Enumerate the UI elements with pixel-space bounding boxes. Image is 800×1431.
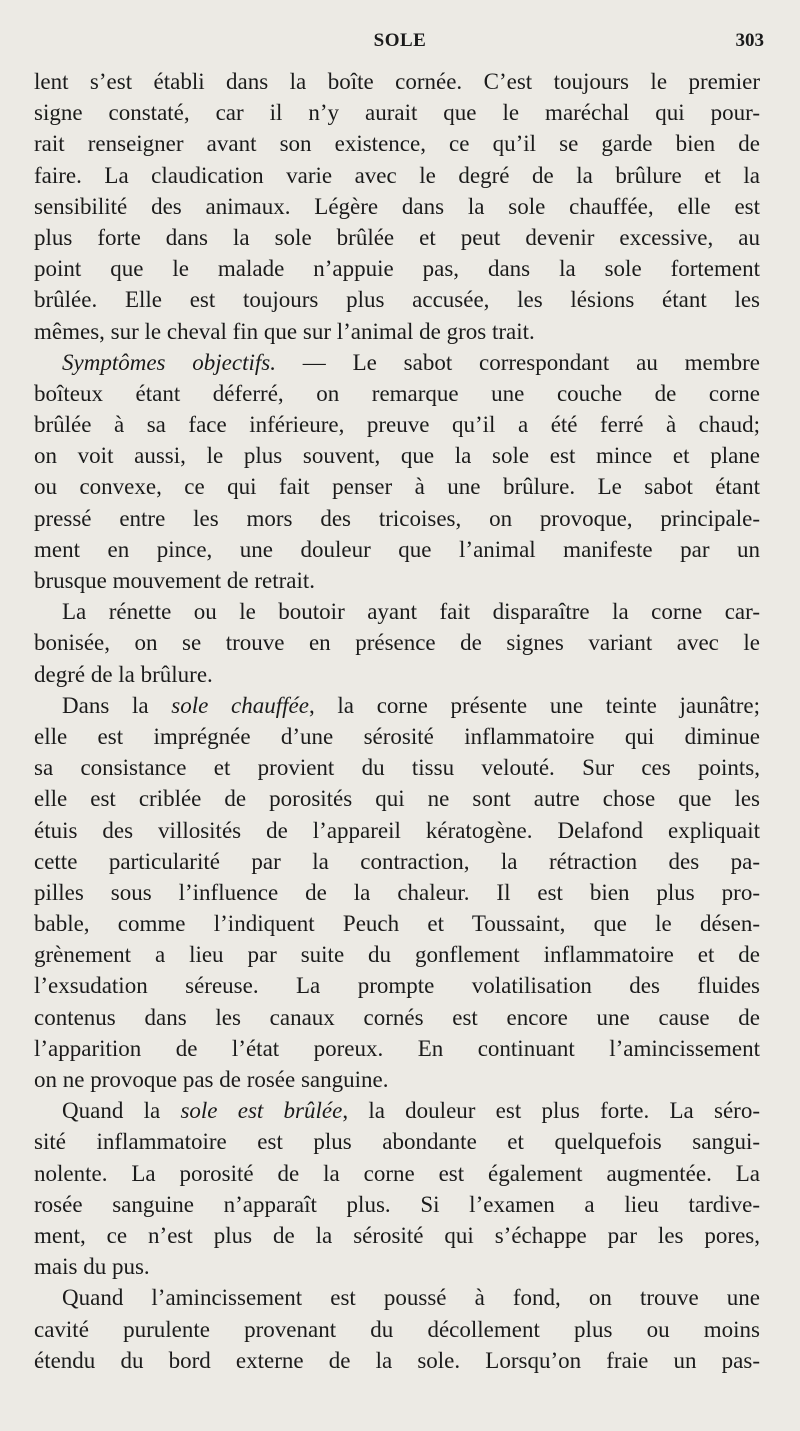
- text-line: [34, 471, 760, 502]
- line-text: mais du pus.: [34, 1254, 150, 1280]
- text-line: [34, 846, 760, 877]
- line-text: l’apparition de l’état poreux. En continuant l’amincissement: [34, 1035, 760, 1061]
- text-line: [34, 815, 760, 846]
- text-line: [34, 191, 760, 222]
- text-line: [34, 690, 760, 721]
- text-line: [34, 970, 760, 1001]
- text-line: [34, 160, 760, 191]
- line-text: , la corne présente une teinte jaunâtre;: [308, 692, 760, 718]
- text-line: [34, 347, 760, 378]
- line-text: étendu du bord externe de la sole. Lorsqu’on fraie un pas-: [34, 1347, 760, 1373]
- line-text: étuis des villosités de l’appareil kératogène. Delafond expliquait: [34, 817, 760, 843]
- line-text: Quand la: [62, 1098, 181, 1124]
- text-line: [34, 721, 760, 752]
- text-line: [34, 1345, 760, 1376]
- text-line: [34, 752, 760, 783]
- line-text: mêmes, sur le cheval fin que sur l’animal de gros trait.: [34, 318, 535, 344]
- text-line: [34, 783, 760, 814]
- text-line: [34, 1033, 760, 1064]
- line-text: contenus dans les canaux cornés est encore une cause de: [34, 1004, 760, 1030]
- text-line: [34, 877, 760, 908]
- text-line: [34, 440, 760, 471]
- text-line: [34, 565, 760, 596]
- page-number: 303: [735, 30, 764, 51]
- line-text: rait renseigner avant son existence, ce qu’il se garde bien de: [34, 131, 760, 157]
- line-text: Quand l’amincissement est poussé à fond, on trouve une: [62, 1285, 760, 1311]
- line-text: on voit aussi, le plus souvent, que la sole est mince et plane: [34, 443, 760, 469]
- text-line: [34, 1220, 760, 1251]
- line-text: faire. La claudication varie avec le degré de la brûlure et la: [34, 162, 760, 188]
- text-line: [34, 659, 760, 690]
- line-text: sensibilité des animaux. Légère dans la sole chauffée, elle est: [34, 193, 760, 219]
- line-italic: sole est brûlée: [180, 1098, 343, 1124]
- text-line: [34, 1126, 760, 1157]
- line-text: cavité purulente provenant du décollement plus ou moins: [34, 1316, 760, 1342]
- text-line: [34, 596, 760, 627]
- line-text: degré de la brûlure.: [34, 661, 213, 687]
- text-line: [34, 503, 760, 534]
- line-italic: Symptômes objectifs.: [62, 349, 276, 375]
- text-line: [34, 1189, 760, 1220]
- line-text: , la douleur est plus forte. La séro-: [342, 1098, 760, 1124]
- text-line: [34, 284, 760, 315]
- line-text: sité inflammatoire est plus abondante et quelquefois sangui-: [34, 1129, 760, 1155]
- text-line: [34, 316, 760, 347]
- line-text: on ne provoque pas de rosée sanguine.: [34, 1067, 389, 1092]
- text-line: [34, 939, 760, 970]
- text-line: [34, 97, 760, 128]
- text-line: [34, 409, 760, 440]
- page-header: [36, 30, 764, 62]
- line-text: — Le sabot correspondant au membre: [275, 349, 760, 375]
- text-line: [34, 66, 760, 97]
- line-text: brusque mouvement de retrait.: [34, 568, 316, 593]
- text-line: [34, 908, 760, 939]
- line-text: boîteux étant déferré, on remarque une couche de corne: [34, 380, 760, 406]
- line-italic: sole chauffée: [171, 692, 309, 718]
- line-text: bonisée, on se trouve en présence de signes variant avec le: [34, 630, 760, 656]
- text-line: [34, 1251, 760, 1282]
- text-line: [34, 1095, 760, 1126]
- text-line: [34, 222, 760, 253]
- text-line: [34, 534, 760, 565]
- line-text: rosée sanguine n’apparaît plus. Si l’examen a lieu tardive-: [34, 1191, 760, 1217]
- line-text: ment, ce n’est plus de la sérosité qui s’échappe par les pores,: [34, 1222, 760, 1248]
- line-text: grènement a lieu par suite du gonflement inflammatoire et de: [34, 942, 760, 968]
- text-line: [34, 1064, 760, 1095]
- line-text: brûlée. Elle est toujours plus accusée, les lésions étant les: [34, 287, 760, 313]
- line-text: lent s’est établi dans la boîte cornée. C’est toujours le premier: [34, 69, 760, 94]
- text-line: [34, 378, 760, 409]
- line-text: cette particularité par la contraction, la rétraction des pa-: [34, 848, 760, 874]
- line-text: ou convexe, ce qui fait penser à une brûlure. Le sabot étant: [34, 474, 760, 500]
- text-line: [34, 1002, 760, 1033]
- line-text: sa consistance et provient du tissu velouté. Sur ces points,: [34, 755, 760, 781]
- line-text: La rénette ou le boutoir ayant fait disparaître la corne car-: [62, 599, 760, 625]
- line-text: signe constaté, car il n’y aurait que le maréchal qui pour-: [34, 100, 760, 126]
- line-text: elle est imprégnée d’une sérosité inflammatoire qui diminue: [34, 723, 760, 749]
- line-text: point que le malade n’appuie pas, dans la sole fortement: [34, 256, 760, 282]
- line-text: pilles sous l’influence de la chaleur. Il est bien plus pro-: [34, 879, 760, 905]
- text-line: [34, 1314, 760, 1345]
- line-text: Dans la: [62, 692, 172, 718]
- line-text: elle est criblée de porosités qui ne sont autre chose que les: [34, 786, 760, 812]
- line-text: ment en pince, une douleur que l’animal manifeste par un: [34, 536, 760, 562]
- text-line: [34, 128, 760, 159]
- line-text: brûlée à sa face inférieure, preuve qu’il a été ferré à chaud;: [34, 412, 760, 438]
- text-line: [34, 253, 760, 284]
- text-line: [34, 1158, 760, 1189]
- running-head: SOLE: [373, 30, 427, 51]
- text-line: [34, 627, 760, 658]
- line-text: nolente. La porosité de la corne est également augmentée. La: [34, 1160, 760, 1186]
- line-text: plus forte dans la sole brûlée et peut devenir excessive, au: [34, 224, 760, 250]
- body-text: [34, 66, 760, 1376]
- line-text: pressé entre les mors des tricoises, on provoque, principale-: [34, 505, 760, 531]
- line-text: l’exsudation séreuse. La prompte volatilisation des fluides: [34, 973, 760, 999]
- text-line: [34, 1282, 760, 1313]
- line-text: bable, comme l’indiquent Peuch et Toussaint, que le désen-: [34, 911, 760, 937]
